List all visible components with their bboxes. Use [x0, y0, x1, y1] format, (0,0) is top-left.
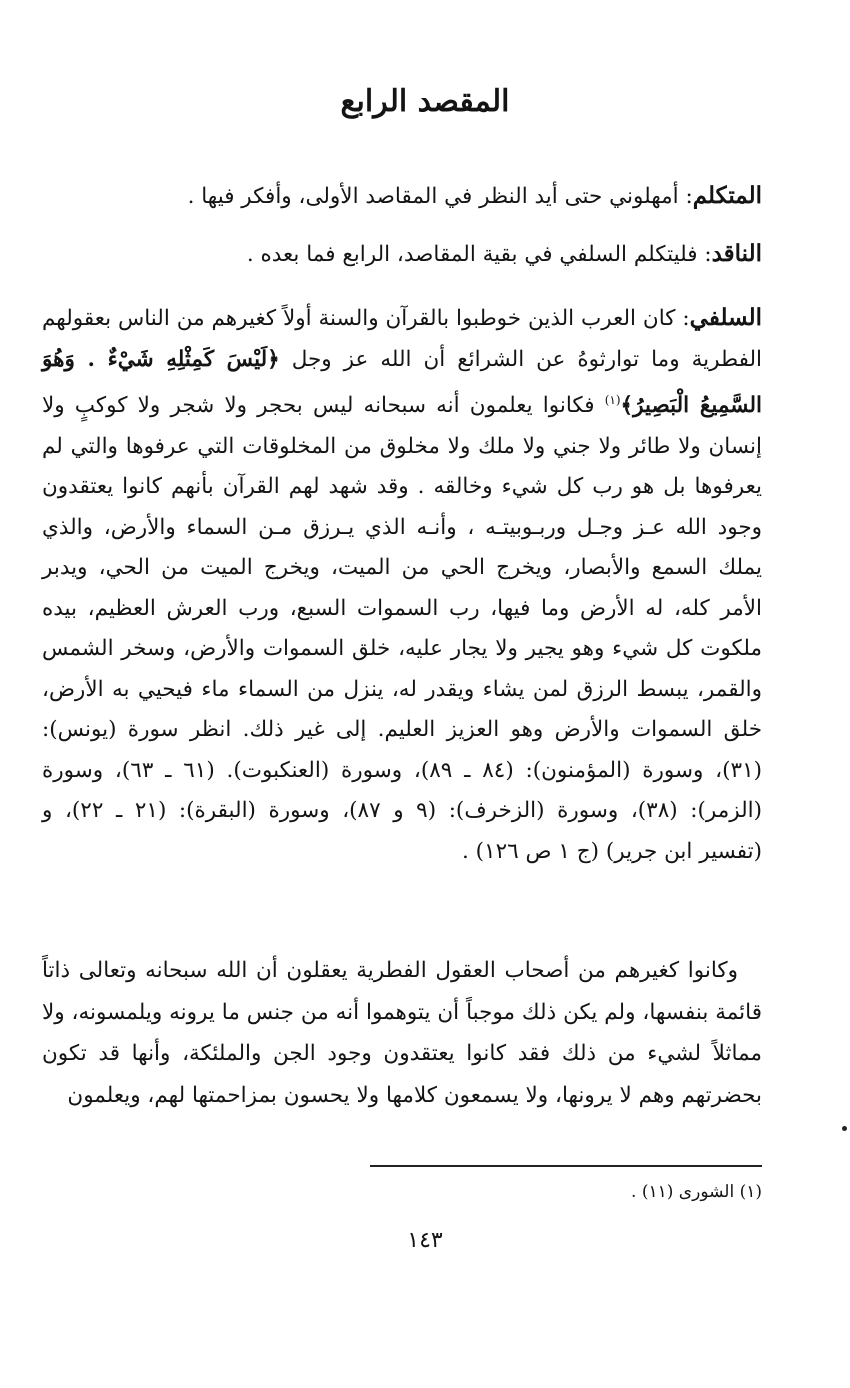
- paragraph-naqid: [42, 234, 762, 275]
- quran-quote: ﴿لَيْسَ كَمِثْلِهِ شَيْءٌ . وَهُوَ السَّمِيعُ الْبَصِيرُ﴾: [42, 346, 762, 419]
- paragraph-salafi: [42, 298, 762, 872]
- footnote-divider: [370, 1165, 762, 1167]
- footnote-reference[interactable]: (١): [604, 393, 621, 407]
- paragraph-text: : كان العرب الذين خوطبوا بالقرآن والسنة أولاً كغيرهم من الناس بعقولهم الفطرية وما توارثوهُ عن الشرائع أن الله عز وجل: [42, 306, 762, 372]
- footnote: (١) الشورى (١١) .: [631, 1182, 762, 1202]
- speaker-label: المتكلم: [692, 182, 762, 209]
- paragraph-text: : فليتكلم السلفي في بقية المقاصد، الرابع فما بعده .: [246, 242, 712, 267]
- speaker-label: الناقد: [711, 240, 762, 267]
- paragraph-mutakallim: [42, 176, 762, 217]
- paragraph-text: : أمهلوني حتى أيد النظر في المقاصد الأولى، وأفكر فيها .: [187, 184, 693, 209]
- paragraph-continuation: [42, 950, 762, 1116]
- margin-mark: [842, 1126, 847, 1131]
- speaker-label: السلفي: [689, 304, 762, 331]
- paragraph-text: وكانوا كغيرهم من أصحاب العقول الفطرية يعقلون أن الله سبحانه وتعالى ذاتاً قائمة بنفسها، ولم يكن ذلك موجباً أن يتوهموا أنه من جنس ما يرونه ويلمسونه، ولا مماثلاً لشيء من ذلك فقد كانوا يعتقدون وجود الجن والملئكة، وأنها قد تكون بحضرتهم وهم لا يرونها، ولا يسمعون كلامها ولا يحسون بمزاحمتها لهم، ويعلمون: [42, 958, 762, 1108]
- page-number: ١٤٣: [407, 1228, 443, 1253]
- section-title: المقصد الرابع: [340, 84, 510, 119]
- paragraph-text: فكانوا يعلمون أنه سبحانه ليس بحجر ولا شجر ولا كوكبٍ ولا إنسان ولا طائر ولا جني ولا ملك ولا مخلوق من المخلوقات التي عرفوها والتي لم يعرفوها بل هو رب كل شيء وخالقه . وقد شهد لهم القرآن بأنهم كانوا يعتقدون وجود الله عـز وجـل وربـوبيتـه ، وأنـه الذي يـرزق مـن السماء والأرض، والذي يملك السمع والأبصار، ويخرج الحي من الميت، ويخرج الميت من الحي، ويدبر الأمر كله، له الأرض وما فيها، رب السموات السبع، ورب العرش العظيم، بيده ملكوت كل شيء وهو يجير ولا يجار عليه، خلق السموات والأرض، وسخر الشمس والقمر، يبسط الرزق لمن يشاء ويقدر له، ينزل من السماء ماء فيحيي به الأرض، خلق السموات والأرض وهو العزيز العليم. إلى غير ذلك. انظر سورة (يونس): (٣١)، وسورة (المؤمنون): (٨٤ ـ ٨٩)، وسورة (العنكبوت). (٦١ ـ ٦٣)، وسورة (الزمر): (٣٨)، وسورة (الزخرف): (٩ و ٨٧)، وسورة (البقرة): (٢١ ـ ٢٢)، و (تفسير ابن جرير) (ج ١ ص ١٢٦) .: [42, 393, 763, 864]
